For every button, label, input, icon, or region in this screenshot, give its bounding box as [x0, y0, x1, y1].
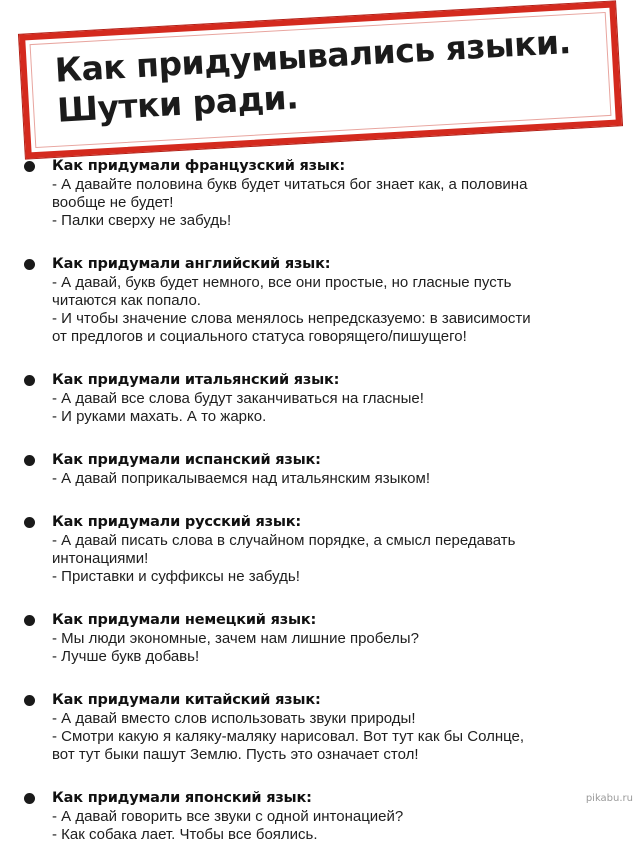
section-line: - А давай говорить все звуки с одной интонацией?	[52, 808, 404, 825]
section-line: - А давай писать слова в случайном порядке, а смысл передавать	[52, 532, 516, 549]
section-heading: Как придумали японский язык:	[52, 790, 312, 806]
section-line: - А давай, букв будет немного, все они простые, но гласные пусть	[52, 274, 512, 291]
section-line: вот тут быки пашут Землю. Пусть это означает стол!	[52, 746, 419, 763]
section-line: - И чтобы значение слова менялось непредсказуемо: в зависимости	[52, 310, 531, 327]
bullet-icon	[24, 259, 35, 270]
watermark-text: pikabu.ru	[585, 793, 633, 804]
section-french	[22, 156, 622, 230]
bullet-icon	[24, 161, 35, 172]
section-line: - Смотри какую я каляку-маляку нарисовал. Вот тут как бы Солнце,	[52, 728, 525, 745]
bullet-icon	[24, 455, 35, 466]
section-italian	[22, 370, 622, 426]
section-line: - А давайте половина букв будет читаться бог знает как, а половина	[52, 176, 528, 193]
section-line: - И руками махать. А то жарко.	[52, 408, 267, 425]
section-heading: Как придумали китайский язык:	[52, 692, 321, 708]
section-heading: Как придумали немецкий язык:	[52, 612, 317, 628]
section-line: - Мы люди экономные, зачем нам лишние пробелы?	[52, 630, 419, 647]
section-japanese	[22, 788, 622, 844]
title-line-2: Шутки ради.	[56, 77, 300, 130]
section-line: от предлогов и социального статуса говорящего/пишущего!	[52, 328, 467, 345]
section-german	[22, 610, 622, 666]
bullet-icon	[24, 615, 35, 626]
section-line: - А давай все слова будут заканчиваться на гласные!	[52, 390, 424, 407]
bullet-icon	[24, 695, 35, 706]
section-line: - Как собака лает. Чтобы все боялись.	[52, 826, 318, 843]
section-heading: Как придумали русский язык:	[52, 514, 302, 530]
section-english	[22, 254, 622, 346]
section-line: - Лучше букв добавь!	[52, 648, 200, 665]
section-heading: Как придумали французский язык:	[52, 158, 345, 174]
sections-list	[22, 156, 622, 844]
section-line: интонациями!	[52, 550, 149, 567]
bullet-icon	[24, 375, 35, 386]
bullet-icon	[24, 793, 35, 804]
section-chinese	[22, 690, 622, 764]
section-heading: Как придумали итальянский язык:	[52, 372, 340, 388]
section-line: - А давай поприкалываемся над итальянским языком!	[52, 470, 430, 487]
section-spanish	[22, 450, 622, 488]
section-line: вообще не будет!	[52, 194, 174, 211]
section-heading: Как придумали испанский язык:	[52, 452, 321, 468]
section-line: - Палки сверху не забудь!	[52, 212, 232, 229]
section-line: - Приставки и суффиксы не забудь!	[52, 568, 300, 585]
section-line: читаются как попало.	[52, 292, 201, 309]
section-line: - А давай вместо слов использовать звуки природы!	[52, 710, 416, 727]
section-russian	[22, 512, 622, 586]
title-frame	[19, 1, 622, 158]
bullet-icon	[24, 517, 35, 528]
section-heading: Как придумали английский язык:	[52, 256, 331, 272]
title-line-1: Как придумывались языки.	[53, 22, 572, 90]
